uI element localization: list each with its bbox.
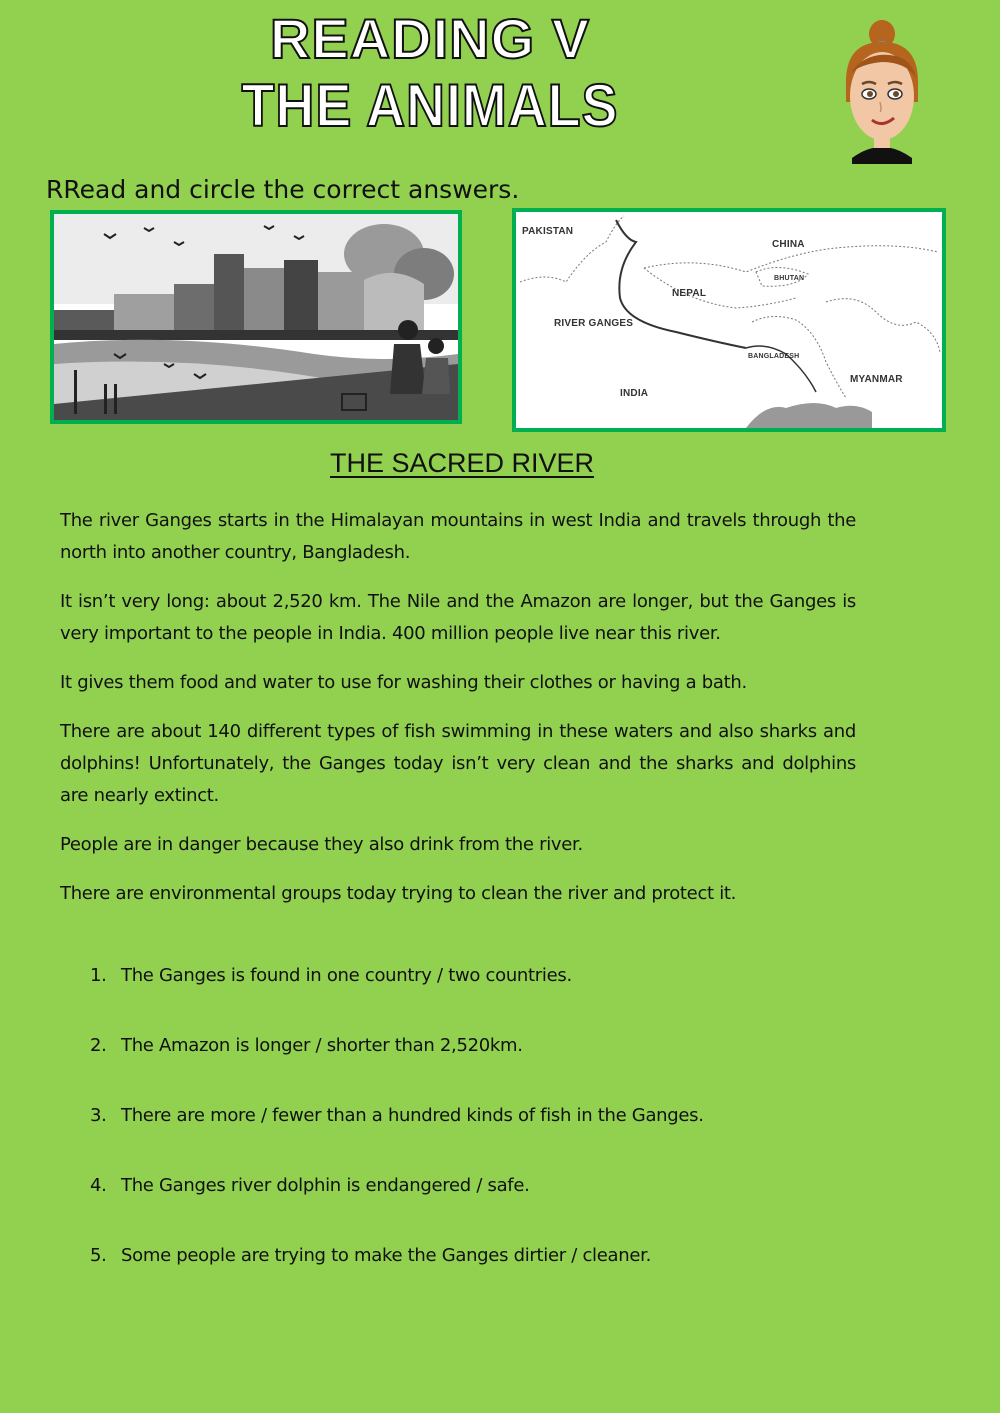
question-number: 4. [90, 1175, 107, 1196]
question-number: 2. [90, 1035, 107, 1056]
question-text: The Amazon is longer / shorter than 2,520km. [121, 1035, 523, 1056]
question-text: Some people are trying to make the Ganges dirtier / cleaner. [121, 1245, 652, 1266]
question-list [90, 960, 850, 1310]
ganges-map-illustration [512, 208, 946, 432]
map-label-nepal: NEPAL [672, 288, 707, 299]
article-body [60, 505, 856, 927]
article-paragraph: The river Ganges starts in the Himalayan mountains in west India and travels through the north into another country, Bangladesh. [60, 510, 856, 563]
question-number: 3. [90, 1105, 107, 1126]
worksheet-title: READING V [269, 7, 591, 70]
map-label-myanmar: MYANMAR [850, 374, 903, 385]
instruction-text: RRead and circle the correct answers. [46, 175, 520, 204]
map-label-river-ganges: RIVER GANGES [554, 318, 634, 329]
teacher-avatar-illustration [836, 12, 928, 164]
map-label-bhutan: BHUTAN [774, 275, 805, 282]
article-paragraph: It gives them food and water to use for washing their clothes or having a bath. [60, 672, 747, 693]
article-title: THE SACRED RIVER [330, 448, 595, 478]
question-number: 1. [90, 965, 107, 986]
river-city-illustration [50, 210, 462, 424]
article-paragraph: There are about 140 different types of fish swimming in these waters and also sharks and dolphins! Unfortunately, the Ganges today isn’t very clean and the sharks and dolphins are nearly extinct. [60, 721, 856, 806]
map-label-bangladesh: BANGLADESH [748, 353, 800, 360]
map-label-pakistan: PAKISTAN [522, 226, 574, 237]
question-text: The Ganges is found in one country / two countries. [121, 965, 572, 986]
question-text: There are more / fewer than a hundred kinds of fish in the Ganges. [121, 1105, 704, 1126]
map-label-china: CHINA [772, 239, 805, 250]
question-item[interactable] [90, 960, 850, 1030]
article-paragraph: It isn’t very long: about 2,520 km. The Nile and the Amazon are longer, but the Ganges is very important to the people in India. 400 million people live near this river. [60, 591, 856, 644]
article-paragraph: There are environmental groups today trying to clean the river and protect it. [60, 883, 737, 904]
question-text: The Ganges river dolphin is endangered / safe. [121, 1175, 530, 1196]
article-paragraph: People are in danger because they also drink from the river. [60, 834, 583, 855]
worksheet-subtitle: THE ANIMALS [241, 72, 619, 139]
question-number: 5. [90, 1245, 107, 1266]
question-item[interactable] [90, 1240, 850, 1310]
question-item[interactable] [90, 1030, 850, 1100]
map-label-india: INDIA [620, 388, 649, 399]
question-item[interactable] [90, 1170, 850, 1240]
question-item[interactable] [90, 1100, 850, 1170]
